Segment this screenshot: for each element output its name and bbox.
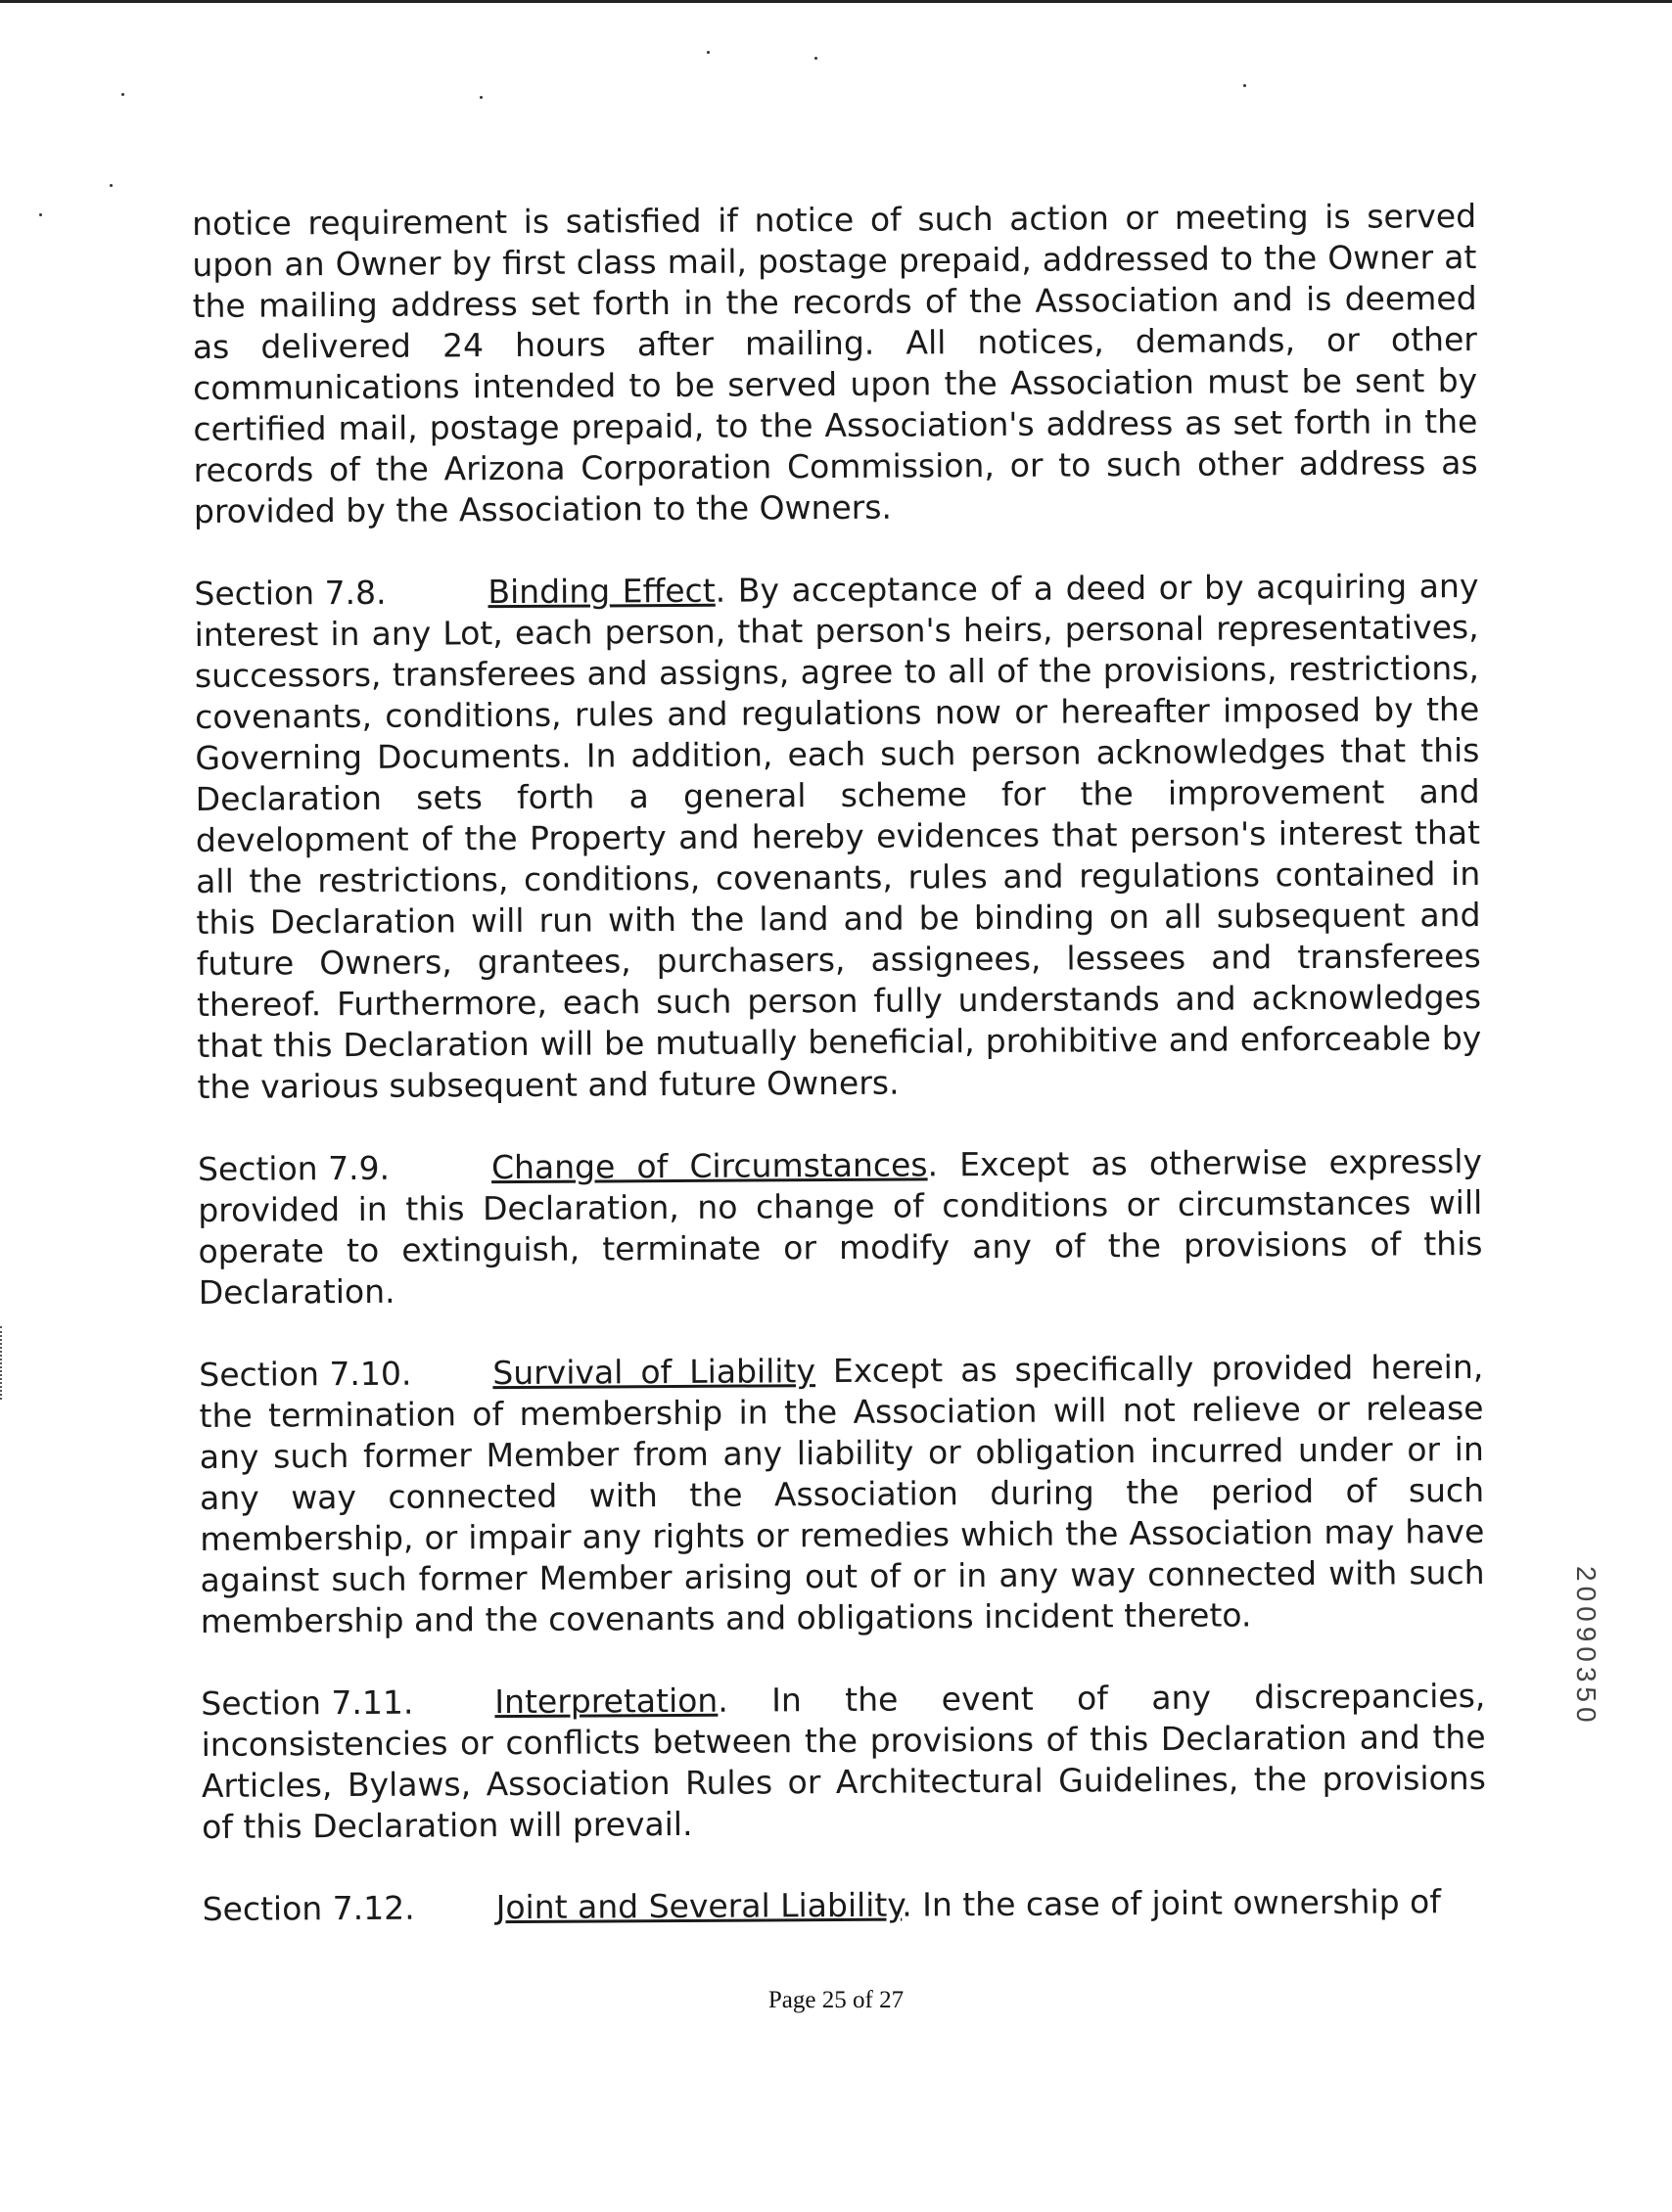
scan-edge-mark bbox=[0, 1326, 5, 1400]
section-7-10 bbox=[199, 1347, 1485, 1642]
section-7-12 bbox=[203, 1881, 1487, 1930]
section-7-9 bbox=[198, 1141, 1483, 1313]
section-text: Except as specifically provided herein, the termination of membership in the Association will not relieve or release any such former Member from any liability or obligation incurred under or in any way connected with the Association during the period of such membership, or impair any rights or remedies which the Association may have against such former Member arising out of or in any way connected with such membership and the covenants and obligations incident thereto. bbox=[199, 1347, 1485, 1640]
paragraph-notice bbox=[192, 196, 1478, 532]
scan-speck bbox=[39, 213, 42, 216]
section-7-8 bbox=[194, 566, 1481, 1108]
section-text: . In the event of any discrepancies, inconsistencies or conflicts between the provisions of this Declaration and the Articles, Bylaws, Association Rules or Architectural Guidelines, the provisions of this Declaration will prevail. bbox=[201, 1676, 1486, 1846]
section-heading: Change of Circumstances bbox=[490, 1145, 928, 1187]
scan-top-border bbox=[0, 0, 1672, 3]
section-7-11 bbox=[201, 1676, 1486, 1848]
scan-speck bbox=[480, 96, 483, 99]
section-text: . Except as otherwise expressly provided in this Declaration, no change of conditions or circumstances will operate to extinguish, terminate or modify any of the provisions of this Declaration. bbox=[198, 1141, 1483, 1312]
section-heading: Binding Effect bbox=[488, 571, 716, 612]
section-heading: Interpretation bbox=[494, 1681, 719, 1722]
margin-recording-stamp: 20090350 bbox=[1571, 1566, 1602, 1728]
section-number: Section 7.10. bbox=[199, 1354, 412, 1394]
section-number: Section 7.9. bbox=[197, 1148, 391, 1188]
section-text: . In the case of joint ownership of bbox=[902, 1882, 1442, 1924]
scan-speck bbox=[707, 51, 710, 54]
scan-speck bbox=[121, 93, 124, 96]
page-number-footer: Page 25 of 27 bbox=[767, 1987, 905, 2013]
scan-speck bbox=[110, 184, 113, 187]
section-text: . By acceptance of a deed or by acquiring any interest in any Lot, each person, that person's heirs, personal representatives, successors, transferees and assigns, agree to all of the provisions, restrictions, covenants, conditions, rules and regulations now or hereafter imposed by the Governing Documents. In addition, each such person acknowledges that this Declaration sets forth a general scheme for the improvement and development of the Property and hereby evidences that person's interest that all the restrictions, conditions, covenants, rules and regulations contained in this Declaration will run with the land and be binding on all subsequent and future Owners, grantees, purchasers, assignees, lessees and transferees thereof. Furthermore, each such person fully understands and acknowledges that this Declaration will be mutually beneficial, prohibitive and enforceable by the various subsequent and future Owners. bbox=[194, 566, 1482, 1106]
section-heading: Joint and Several Liability bbox=[495, 1885, 903, 1927]
section-number: Section 7.12. bbox=[202, 1888, 415, 1928]
section-number: Section 7.11. bbox=[201, 1682, 414, 1723]
document-body bbox=[192, 196, 1487, 1971]
section-heading: Survival of Liability bbox=[492, 1352, 816, 1393]
paragraph-text: notice requirement is satisfied if notice of such action or meeting is served upon an Owner by first class mail, postage prepaid, addressed to the Owner at the mailing address set forth in the records of the Association and is deemed as delivered 24 hours after mailing. All notices, demands, or other communications intended to be served upon the Association must be sent by certified mail, postage prepaid, to the Association's address as set forth in the records of the Arizona Corporation Commission, or to such other address as provided by the Association to the Owners. bbox=[192, 196, 1478, 530]
scan-speck bbox=[1243, 84, 1246, 87]
section-number: Section 7.8. bbox=[194, 573, 387, 613]
scan-speck bbox=[814, 57, 817, 60]
